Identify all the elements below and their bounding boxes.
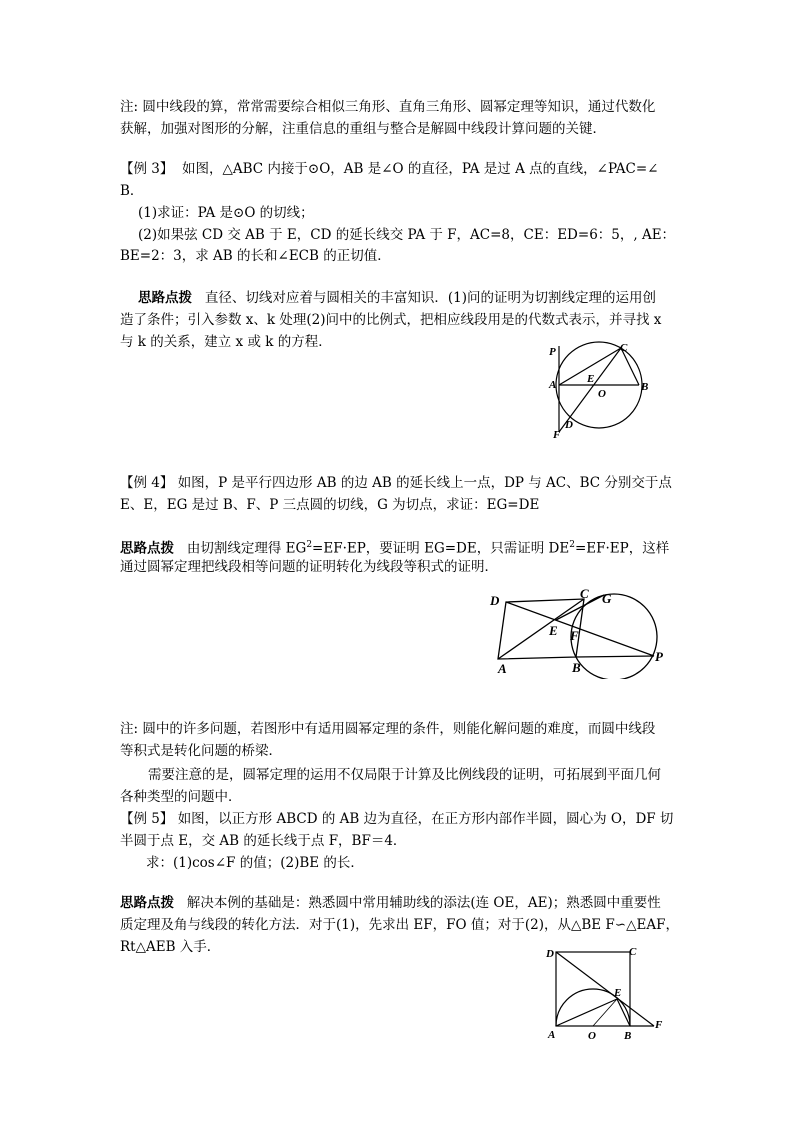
ex4-line-BP xyxy=(576,656,654,657)
ex3-figure xyxy=(540,340,660,440)
ex5-line1: 如图，以正方形 ABCD 的 AB 边为直径，在正方形内部作半圆，圆心为 O，DF 切 xyxy=(177,811,674,827)
ex5-hint-line1 xyxy=(120,892,676,914)
ex5-line-AE xyxy=(556,999,617,1026)
ex5-hint-tag: 思路点拨 xyxy=(120,895,174,911)
ex3-hint3: 与 k 的关系，建立 x 或 k 的方程． xyxy=(120,334,332,350)
ex4-line2: E、E，EG 是过 B、F、P 三点圆的切线，G 为切点，求证：EG=DE xyxy=(120,497,540,513)
ex4-hint1a: 由切割线定理得 EG xyxy=(186,540,307,557)
ex4-hint-tag: 思路点拨 xyxy=(120,540,174,557)
note2-line1: 注: 圆中的许多问题，若图形中有适用圆幂定理的条件，则能化解问题的难度，而圆中线段 xyxy=(120,721,656,737)
ex3-label-P: P xyxy=(549,346,556,358)
ex3-label-C: C xyxy=(620,342,628,354)
ex5-statement-line1 xyxy=(120,808,676,830)
ex5-label-C: C xyxy=(629,946,637,958)
ex5-label-A: A xyxy=(548,1029,556,1041)
ex4-label-C: C xyxy=(580,586,589,601)
ex5-label-O: O xyxy=(588,1030,596,1042)
note2-line4: 各种类型的问题中． xyxy=(120,789,242,805)
ex3-label-D: D xyxy=(565,419,573,431)
ex4-sup-1: 2 xyxy=(306,540,313,550)
ex5-label-E: E xyxy=(614,987,622,999)
ex5-question: 求：(1)cos∠F 的值；(2)BE 的长． xyxy=(146,855,364,871)
ex4-label-G: G xyxy=(602,591,612,606)
ex3-hint2: 造了条件；引入参数 x、k 处理(2)问中的比例式，把相应线段用是的代数式表示，并寻找 x xyxy=(120,312,662,328)
ex3-question2b: BE=2：3，求 AB 的长和∠ECB 的正切值． xyxy=(120,248,391,264)
ex4-label-D: D xyxy=(490,593,500,608)
ex4-hint2: 通过圆幂定理把线段相等问题的证明转化为线段等积式的证明． xyxy=(120,559,498,575)
ex4-hint1b: =EF·EP，要证明 EG=DE，只需证明 DE xyxy=(312,540,570,557)
ex4-label-B: B xyxy=(572,660,581,675)
ex5-hint3: Rt△AEB 入手． xyxy=(120,939,221,955)
ex4-label-E: E xyxy=(549,623,558,638)
ex3-hint1: 直径、切线对应着与圆相关的丰富知识．(1)问的证明为切割线定理的运用创 xyxy=(204,290,656,306)
ex3-label-B: B xyxy=(641,381,649,393)
ex3-hint-tag: 思路点拨 xyxy=(138,290,192,306)
ex5-tag: 【例 5】 xyxy=(120,811,174,827)
ex3-label-O: O xyxy=(598,388,606,400)
ex5-line2: 半圆于点 E，交 AB 的延长线于点 F，BF＝4． xyxy=(120,833,407,849)
ex3-line1: 如图，△ABC 内接于⊙O，AB 是∠O 的直径，PA 是过 A 点的直线，∠PAC=∠ xyxy=(181,161,659,177)
ex4-sup-2: 2 xyxy=(569,540,575,550)
ex3-line2: B． xyxy=(120,183,144,199)
ex4-hint1c: =EF·EP，这样 xyxy=(574,540,670,557)
ex5-line-OE xyxy=(593,999,617,1026)
ex4-label-A: A xyxy=(498,661,507,676)
ex3-hint-line1 xyxy=(138,287,694,309)
ex3-label-A: A xyxy=(549,379,557,391)
ex5-label-F: F xyxy=(655,1019,663,1031)
ex4-statement-line1 xyxy=(120,472,676,494)
note1-line1: 注: 圆中线段的算，常常需要综合相似三角形、直角三角形、圆幂定理等知识，通过代数化 xyxy=(120,99,656,115)
ex4-circle xyxy=(571,594,657,679)
ex5-hint1: 解决本例的基础是：熟悉圆中常用辅助线的添法(连 OE，AE)；熟悉圆中重要性 xyxy=(186,895,661,911)
ex3-label-E: E xyxy=(587,373,595,385)
ex3-question1: (1)求证：PA 是⊙O 的切线； xyxy=(138,205,314,221)
ex4-figure xyxy=(486,584,676,679)
ex5-figure xyxy=(540,940,670,1042)
ex5-line-DF xyxy=(556,952,654,1026)
ex5-hint2: 质定理及角与线段的转化方法．对于(1)，先求出 EF，FO 值；对于(2)，从△BE F∽△EAF， xyxy=(120,917,679,933)
ex3-label-F: F xyxy=(553,429,561,440)
note2-line2: 等积式是转化问题的桥梁． xyxy=(120,743,282,759)
note1-line2: 获解，加强对图形的分解，注重信息的重组与整合是解圆中线段计算问题的关键． xyxy=(120,121,606,137)
ex3-question2: (2)如果弦 CD 交 AB 于 E，CD 的延长线交 PA 于 F，AC=8，CE：ED=6：5，, AE： xyxy=(138,227,676,243)
note2-line3: 需要注意的是，圆幂定理的运用不仅局限于计算及比例线段的证明，可拓展到平面几何 xyxy=(148,767,661,783)
ex5-label-D: D xyxy=(546,948,554,960)
ex4-tag: 【例 4】 xyxy=(120,475,174,491)
ex4-label-P: P xyxy=(655,649,663,664)
ex4-label-F: F xyxy=(570,628,579,643)
ex3-statement-line1 xyxy=(120,158,676,180)
ex3-tag: 【例 3】 xyxy=(120,161,174,177)
ex5-label-B: B xyxy=(624,1030,632,1042)
ex4-line1: 如图，P 是平行四边形 AB 的边 AB 的延长线上一点，DP 与 AC、BC 分别交于点 xyxy=(177,475,672,491)
